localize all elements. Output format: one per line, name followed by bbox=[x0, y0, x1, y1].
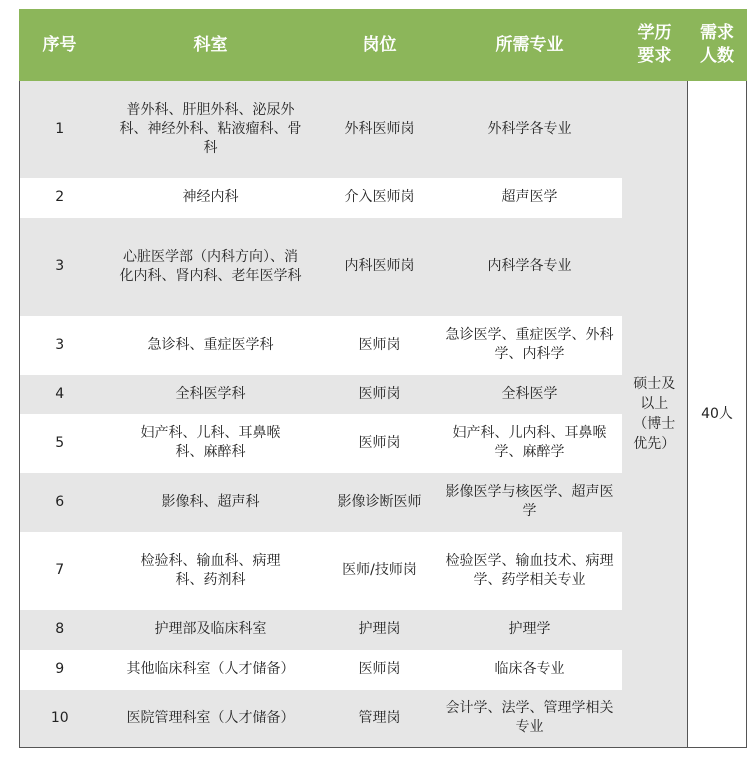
row-dept: 全科医学科 bbox=[100, 375, 322, 414]
row-index: 1 bbox=[20, 81, 100, 178]
row-dept: 心脏医学部（内科方向）、消化内科、肾内科、老年医学科 bbox=[100, 218, 322, 316]
row-index: 9 bbox=[20, 650, 100, 690]
row-major: 护理学 bbox=[438, 610, 622, 650]
row-dept: 检验科、输血科、病理科、药剂科 bbox=[100, 532, 322, 610]
row-index: 2 bbox=[20, 178, 100, 218]
row-index: 6 bbox=[20, 473, 100, 532]
row-post: 医师/技师岗 bbox=[322, 532, 438, 610]
header-edu: 学历要求 bbox=[622, 10, 688, 81]
row-major: 急诊医学、重症医学、外科学、内科学 bbox=[438, 316, 622, 375]
row-post: 医师岗 bbox=[322, 316, 438, 375]
header-index: 序号 bbox=[20, 10, 100, 81]
row-major: 影像医学与核医学、超声医学 bbox=[438, 473, 622, 532]
row-major: 会计学、法学、管理学相关专业 bbox=[438, 690, 622, 748]
row-post: 内科医师岗 bbox=[322, 218, 438, 316]
row-index: 8 bbox=[20, 610, 100, 650]
row-dept: 普外科、肝胆外科、泌尿外科、神经外科、粘液瘤科、骨科 bbox=[100, 81, 322, 178]
row-dept: 影像科、超声科 bbox=[100, 473, 322, 532]
row-major: 超声医学 bbox=[438, 178, 622, 218]
header-row bbox=[20, 10, 747, 81]
row-index: 5 bbox=[20, 414, 100, 473]
row-index: 7 bbox=[20, 532, 100, 610]
row-dept: 医院管理科室（人才储备） bbox=[100, 690, 322, 748]
row-major: 全科医学 bbox=[438, 375, 622, 414]
row-post: 影像诊断医师 bbox=[322, 473, 438, 532]
row-dept: 护理部及临床科室 bbox=[100, 610, 322, 650]
header-count: 需求人数 bbox=[688, 10, 747, 81]
row-dept: 急诊科、重症医学科 bbox=[100, 316, 322, 375]
merged-count: 40人 bbox=[688, 81, 747, 748]
row-dept: 神经内科 bbox=[100, 178, 322, 218]
table-row bbox=[20, 81, 747, 178]
row-post: 医师岗 bbox=[322, 375, 438, 414]
row-major: 临床各专业 bbox=[438, 650, 622, 690]
row-index: 10 bbox=[20, 690, 100, 748]
merged-edu: 硕士及以上（博士优先） bbox=[622, 81, 688, 748]
row-post: 医师岗 bbox=[322, 414, 438, 473]
row-major: 妇产科、儿内科、耳鼻喉学、麻醉学 bbox=[438, 414, 622, 473]
header-post: 岗位 bbox=[322, 10, 438, 81]
row-index: 3 bbox=[20, 316, 100, 375]
row-major: 内科学各专业 bbox=[438, 218, 622, 316]
row-post: 医师岗 bbox=[322, 650, 438, 690]
row-dept: 妇产科、儿科、耳鼻喉科、麻醉科 bbox=[100, 414, 322, 473]
header-dept: 科室 bbox=[100, 10, 322, 81]
row-major: 外科学各专业 bbox=[438, 81, 622, 178]
row-post: 介入医师岗 bbox=[322, 178, 438, 218]
row-post: 管理岗 bbox=[322, 690, 438, 748]
recruitment-table-container bbox=[19, 9, 747, 748]
row-major: 检验医学、输血技术、病理学、药学相关专业 bbox=[438, 532, 622, 610]
row-post: 外科医师岗 bbox=[322, 81, 438, 178]
row-post: 护理岗 bbox=[322, 610, 438, 650]
recruitment-table bbox=[19, 9, 747, 748]
header-major: 所需专业 bbox=[438, 10, 622, 81]
row-dept: 其他临床科室（人才储备） bbox=[100, 650, 322, 690]
row-index: 4 bbox=[20, 375, 100, 414]
row-index: 3 bbox=[20, 218, 100, 316]
